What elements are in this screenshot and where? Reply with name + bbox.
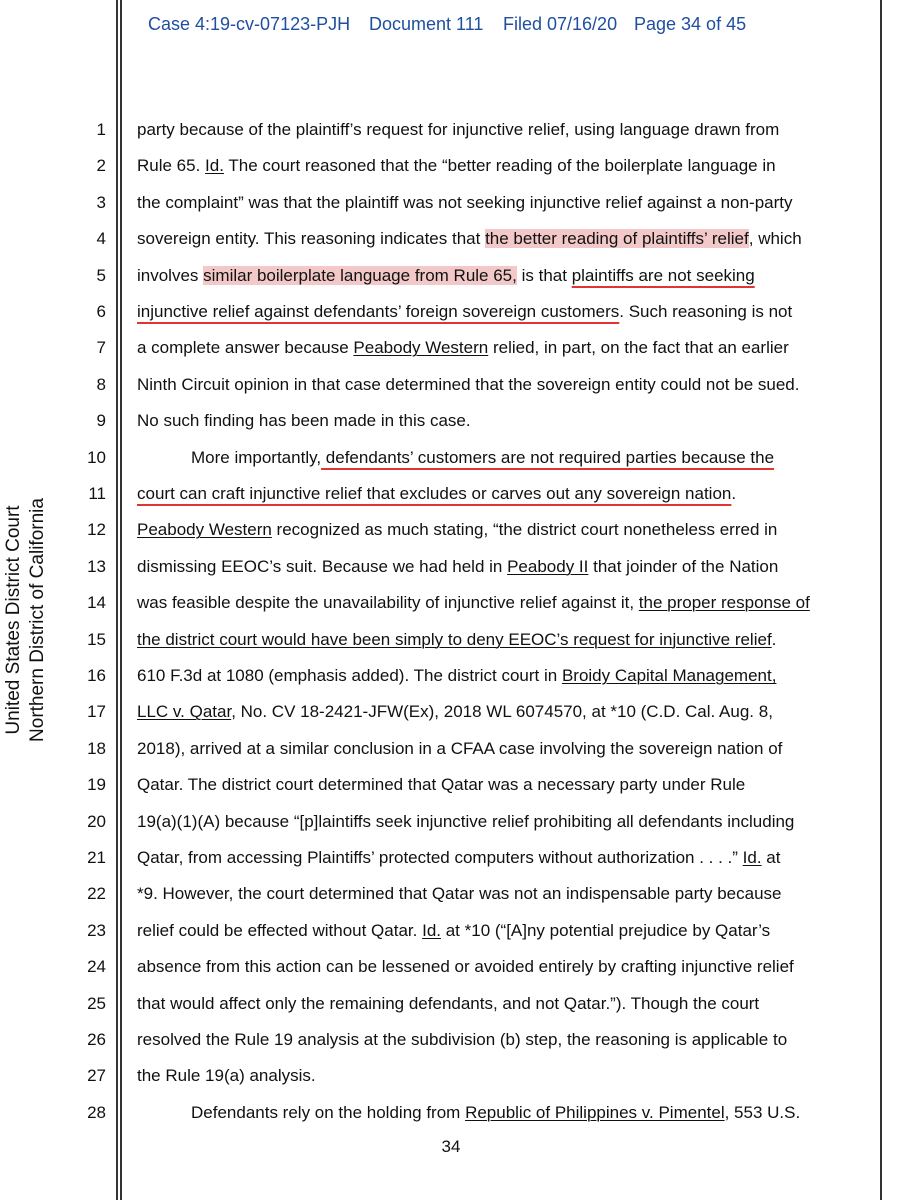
red-underlined-text: defendants’ customers are not required parties because the (321, 447, 775, 467)
text-line (137, 476, 736, 512)
line-number: 27 (87, 1066, 106, 1086)
text-line (137, 731, 782, 767)
text-segment: that would affect only the remaining defendants, and not Qatar.”). Though the court (137, 993, 760, 1013)
text-line (137, 185, 793, 221)
text-segment: Rule 65. (137, 156, 206, 176)
line-number: 2 (96, 156, 106, 176)
line-number: 4 (96, 229, 106, 249)
text-segment: a complete answer because (137, 338, 354, 358)
text-line (137, 585, 810, 621)
text-line (137, 221, 802, 257)
line-number: 19 (87, 775, 106, 795)
text-segment: 610 F.3d at 1080 (emphasis added). The district court in (137, 666, 562, 685)
text-segment: was feasible despite the unavailability of injunctive relief against it, (137, 593, 639, 613)
underlined-citation: Id. (742, 848, 762, 867)
text-segment: . (731, 484, 737, 503)
text-segment: is that (516, 265, 572, 285)
court-caption (2, 240, 50, 1000)
text-line (137, 876, 782, 912)
line-number: 26 (87, 1030, 106, 1049)
text-line (137, 986, 759, 1022)
line-number: 22 (87, 884, 106, 904)
underlined-citation: the district court would have been simply to deny EEOC’s request for injunctive relief (137, 629, 772, 649)
red-underlined-text: court can craft injunctive relief that excludes or carves out any sovereign nation (137, 484, 732, 503)
left-margin-rule-outer (116, 0, 118, 1200)
text-segment: 19(a)(1)(A) because “[p]laintiffs seek injunctive relief prohibiting all defendants including (137, 811, 795, 831)
text-segment: 2018), arrived at a similar conclusion in a CFAA case involving the sovereign nation of (137, 738, 783, 758)
court-caption-line1: United States District Court (3, 505, 24, 735)
case-number: Case 4:19-cv-07123-PJH (148, 14, 351, 34)
text-segment: Defendants rely on the holding from (191, 1102, 466, 1122)
text-segment: at *10 (“[A]ny potential prejudice by Qatar’s (441, 920, 771, 940)
line-number: 28 (87, 1102, 106, 1122)
line-number: 9 (96, 411, 106, 431)
line-number: 18 (87, 738, 106, 758)
red-underlined-text: plaintiffs are not seeking (571, 265, 755, 285)
page-number: 34 (441, 1137, 461, 1156)
text-line (137, 840, 780, 876)
text-line (137, 694, 773, 730)
left-margin-rule-inner (120, 0, 122, 1200)
text-line (137, 1095, 800, 1131)
line-number: 11 (88, 484, 106, 503)
text-line (137, 1022, 787, 1058)
line-number: 13 (87, 556, 106, 576)
underlined-citation: the proper response of (638, 593, 810, 613)
underlined-citation: Republic of Philippines v. Pimentel (465, 1102, 725, 1122)
underlined-citation: Id. (422, 920, 441, 940)
text-segment: *9. However, the court determined that Qatar was not an indispensable party because (137, 884, 782, 904)
text-segment: the Rule 19(a) analysis. (137, 1066, 316, 1086)
text-segment: relief could be effected without Qatar. (137, 920, 423, 940)
red-underlined-text: injunctive relief against defendants’ foreign sovereign customers (137, 302, 620, 321)
text-line (137, 804, 794, 840)
underlined-citation: Peabody Western (353, 338, 489, 358)
line-number: 15 (87, 629, 106, 649)
text-line (137, 294, 792, 330)
text-segment: at (761, 848, 781, 867)
text-line (137, 112, 779, 148)
text-segment: party because of the plaintiff’s request for injunctive relief, using language drawn from (137, 120, 780, 139)
text-segment: absence from this action can be lessened or avoided entirely by crafting injunctive relief (137, 957, 794, 977)
text-line (137, 403, 471, 439)
text-line (137, 767, 745, 803)
court-caption-line2: Northern District of California (27, 498, 48, 742)
line-number: 1 (96, 120, 106, 139)
text-segment: the complaint” was that the plaintiff was not seeking injunctive relief against a non-party (137, 192, 793, 212)
highlighted-text: the better reading of plaintiffs’ relief (485, 229, 749, 249)
line-number: 24 (87, 957, 106, 977)
document-number: Document 111 (369, 14, 484, 34)
text-line (137, 367, 799, 403)
text-segment: that joinder of the Nation (588, 556, 779, 576)
line-number: 5 (96, 265, 106, 285)
line-number: 3 (96, 192, 106, 212)
text-segment: . Such reasoning is not (619, 302, 793, 321)
text-segment: Ninth Circuit opinion in that case determined that the sovereign entity could not be sued. (137, 374, 800, 394)
line-number: 25 (87, 993, 106, 1013)
underlined-citation: Peabody II (507, 556, 589, 576)
text-line (137, 440, 774, 476)
text-segment: Qatar, from accessing Plaintiffs’ protected computers without authorization . . . .” (137, 848, 743, 867)
text-segment: No such finding has been made in this case. (137, 411, 471, 431)
line-number: 20 (87, 811, 106, 831)
text-line (137, 949, 794, 985)
underlined-citation: Id. (205, 156, 224, 176)
page-of: Page 34 of 45 (634, 14, 747, 34)
text-line (137, 512, 777, 548)
text-segment: dismissing EEOC’s suit. Because we had held in (137, 556, 508, 576)
text-line (137, 330, 789, 366)
text-segment: Qatar. The district court determined that Qatar was a necessary party under Rule (137, 775, 746, 795)
line-number: 8 (96, 374, 106, 394)
line-number: 12 (87, 520, 106, 540)
underlined-citation: Peabody Western (137, 520, 272, 540)
text-line (137, 258, 755, 294)
line-number: 16 (87, 666, 106, 685)
line-number: 17 (87, 702, 106, 722)
text-line (137, 913, 770, 949)
filed-date: Filed 07/16/20 (503, 14, 618, 34)
text-line (137, 148, 776, 184)
line-number: 10 (87, 447, 106, 467)
text-line (137, 549, 778, 585)
text-segment: resolved the Rule 19 analysis at the subdivision (b) step, the reasoning is applicable to (137, 1030, 788, 1049)
text-segment: The court reasoned that the “better reading of the boilerplate language in (223, 156, 776, 176)
text-segment: , 553 U.S. (724, 1102, 801, 1122)
line-number: 14 (87, 593, 106, 613)
underlined-citation: Broidy Capital Management, (561, 666, 777, 685)
text-segment: , which (748, 229, 802, 249)
text-segment: . (771, 629, 777, 649)
right-margin-rule (880, 0, 882, 1200)
text-segment: , No. CV 18-2421-JFW(Ex), 2018 WL 6074570, at *10 (C.D. Cal. Aug. 8, (231, 702, 773, 722)
highlighted-text: similar boilerplate language from Rule 65, (203, 265, 517, 285)
line-number: 6 (96, 302, 106, 321)
text-segment: recognized as much stating, “the district court nonetheless erred in (271, 520, 778, 540)
text-segment: involves (137, 265, 204, 285)
underlined-citation: LLC v. Qatar (137, 702, 232, 722)
text-line (137, 1058, 316, 1094)
line-number: 21 (87, 848, 106, 867)
line-number: 23 (87, 920, 106, 940)
text-segment: sovereign entity. This reasoning indicates that (137, 229, 486, 249)
text-line (137, 658, 776, 694)
text-segment: More importantly, (191, 447, 322, 467)
text-segment: relied, in part, on the fact that an earlier (488, 338, 789, 358)
text-line (137, 622, 776, 658)
line-number: 7 (96, 338, 106, 358)
